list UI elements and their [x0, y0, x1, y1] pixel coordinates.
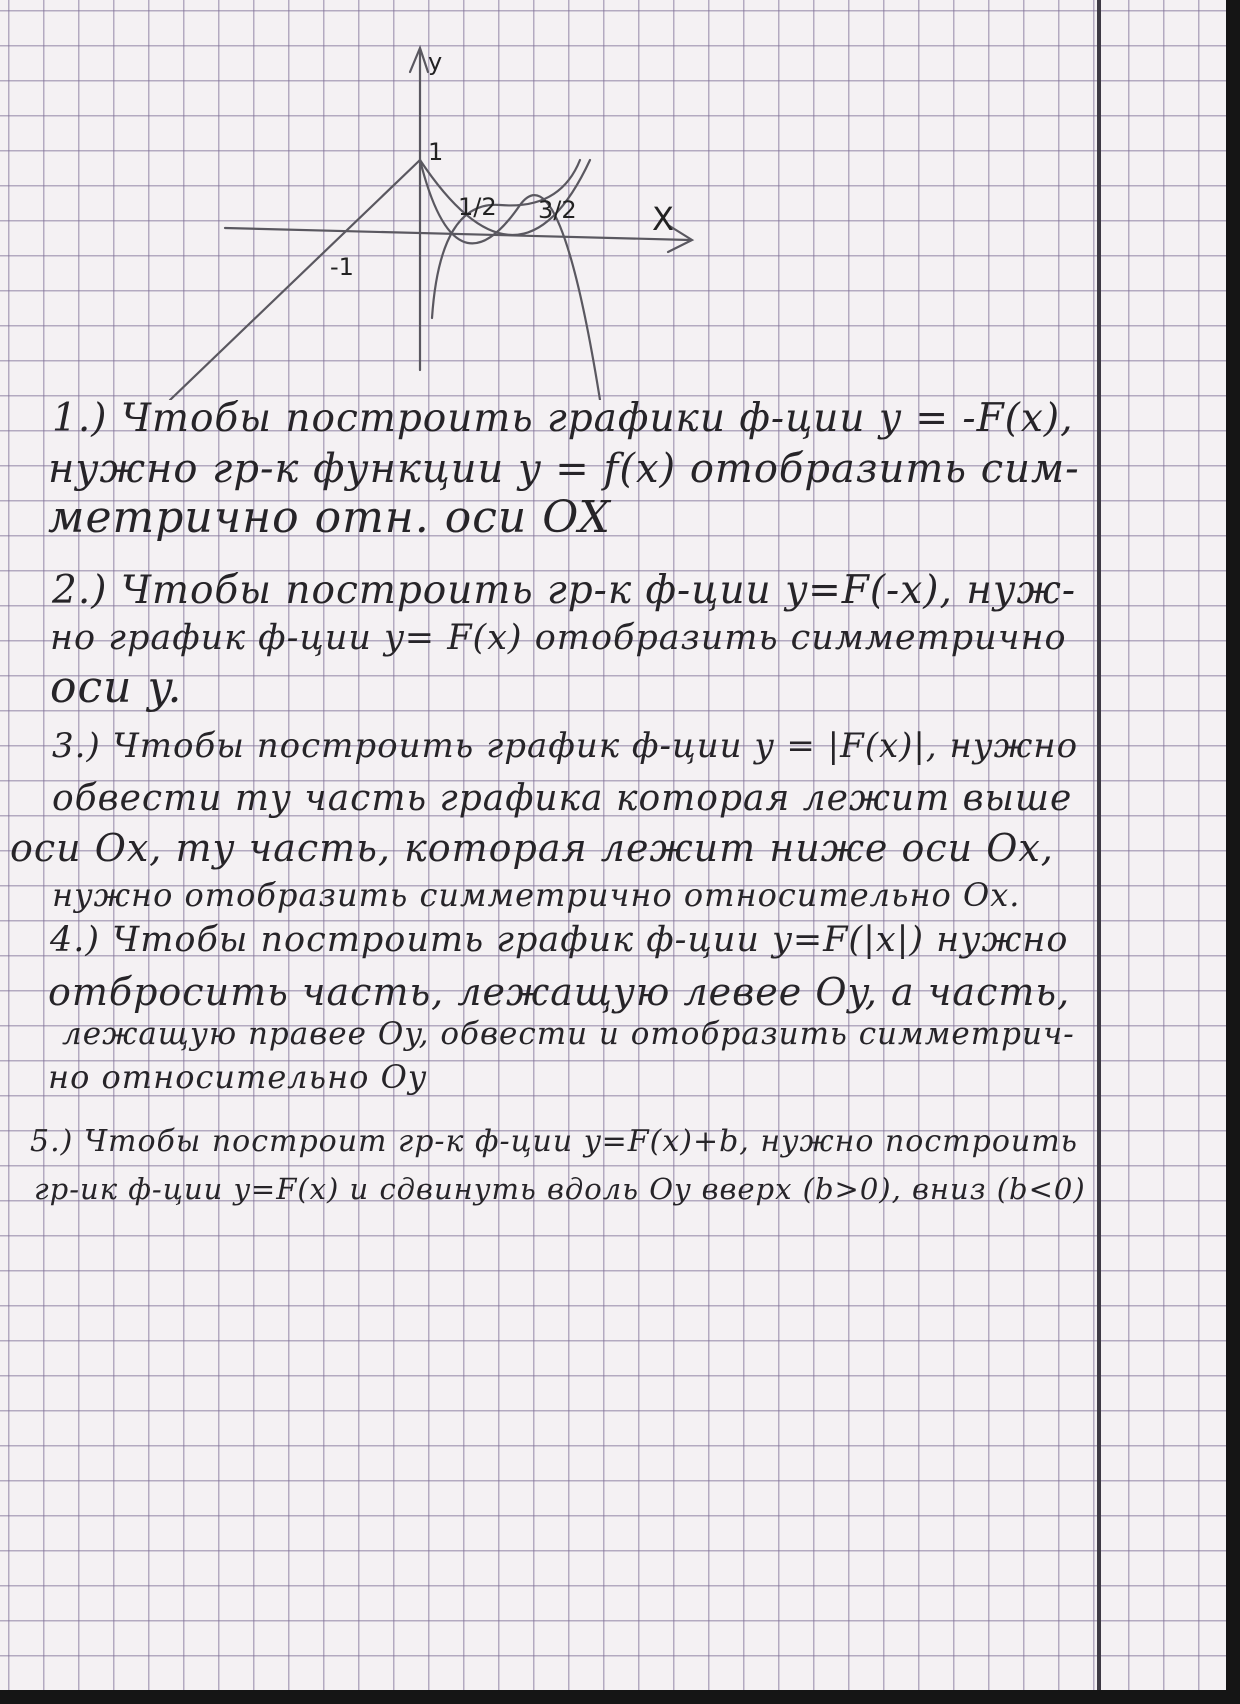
rule-1-line-3: метрично отн. оси OX [48, 492, 611, 543]
rule-2-line-1: 2.) Чтобы построить гр-к ф-ции y=F(-x), нуж- [52, 568, 1077, 613]
rule-1-line-2: нужно гр-к функции y = f(x) отобразить сим- [48, 446, 1080, 492]
page-margin-line [1097, 0, 1101, 1690]
rule-1-line-1: 1.) Чтобы построить графики ф-ции y = -F(x), [52, 396, 1074, 441]
cusp-curve [432, 160, 580, 318]
rule-2-line-3: оси y. [50, 662, 183, 713]
rule-4-line-4: но относительно Oy [48, 1058, 427, 1096]
graph-label-y: y [428, 48, 443, 76]
rule-3-line-1: 3.) Чтобы построить график ф-ции y = |F(x)|, нужно [52, 726, 1079, 766]
rule-3-line-4: нужно отобразить симметрично относительно Ox. [52, 876, 1021, 914]
function-graph-sketch [0, 0, 760, 400]
graph-label-one: 1 [428, 138, 444, 166]
rule-3-line-2: обвести ту часть графика которая лежит выше [52, 778, 1073, 819]
graph-label-x: X [652, 200, 674, 238]
rule-4-line-1: 4.) Чтобы построить график ф-ции y=F(|x|) нужно [50, 920, 1069, 960]
line-left [170, 160, 420, 400]
rule-4-line-2: отбросить часть, лежащую левее Oy, а часть, [48, 970, 1071, 1014]
rule-5-line-1: 5.) Чтобы построит гр-к ф-ции y=F(x)+b, нужно построить [30, 1124, 1078, 1159]
graph-label-three-halves: 3/2 [538, 196, 577, 224]
rule-4-line-3: лежащую правее Oy, обвести и отобразить симметрич- [62, 1016, 1075, 1052]
graph-label-minus-one: -1 [330, 253, 354, 281]
scan-edge-bottom [0, 1690, 1240, 1704]
scan-edge-right [1226, 0, 1240, 1704]
graph-label-half: 1/2 [458, 193, 497, 221]
rule-2-line-2: но график ф-ции y= F(x) отобразить симметрично [50, 618, 1067, 658]
rule-5-line-2: гр-ик ф-ции y=F(x) и сдвинуть вдоль Oy вверх (b>0), вниз (b<0) [34, 1172, 1086, 1206]
rule-3-line-3: оси Ox, ту часть, которая лежит ниже оси Ox, [10, 826, 1054, 870]
